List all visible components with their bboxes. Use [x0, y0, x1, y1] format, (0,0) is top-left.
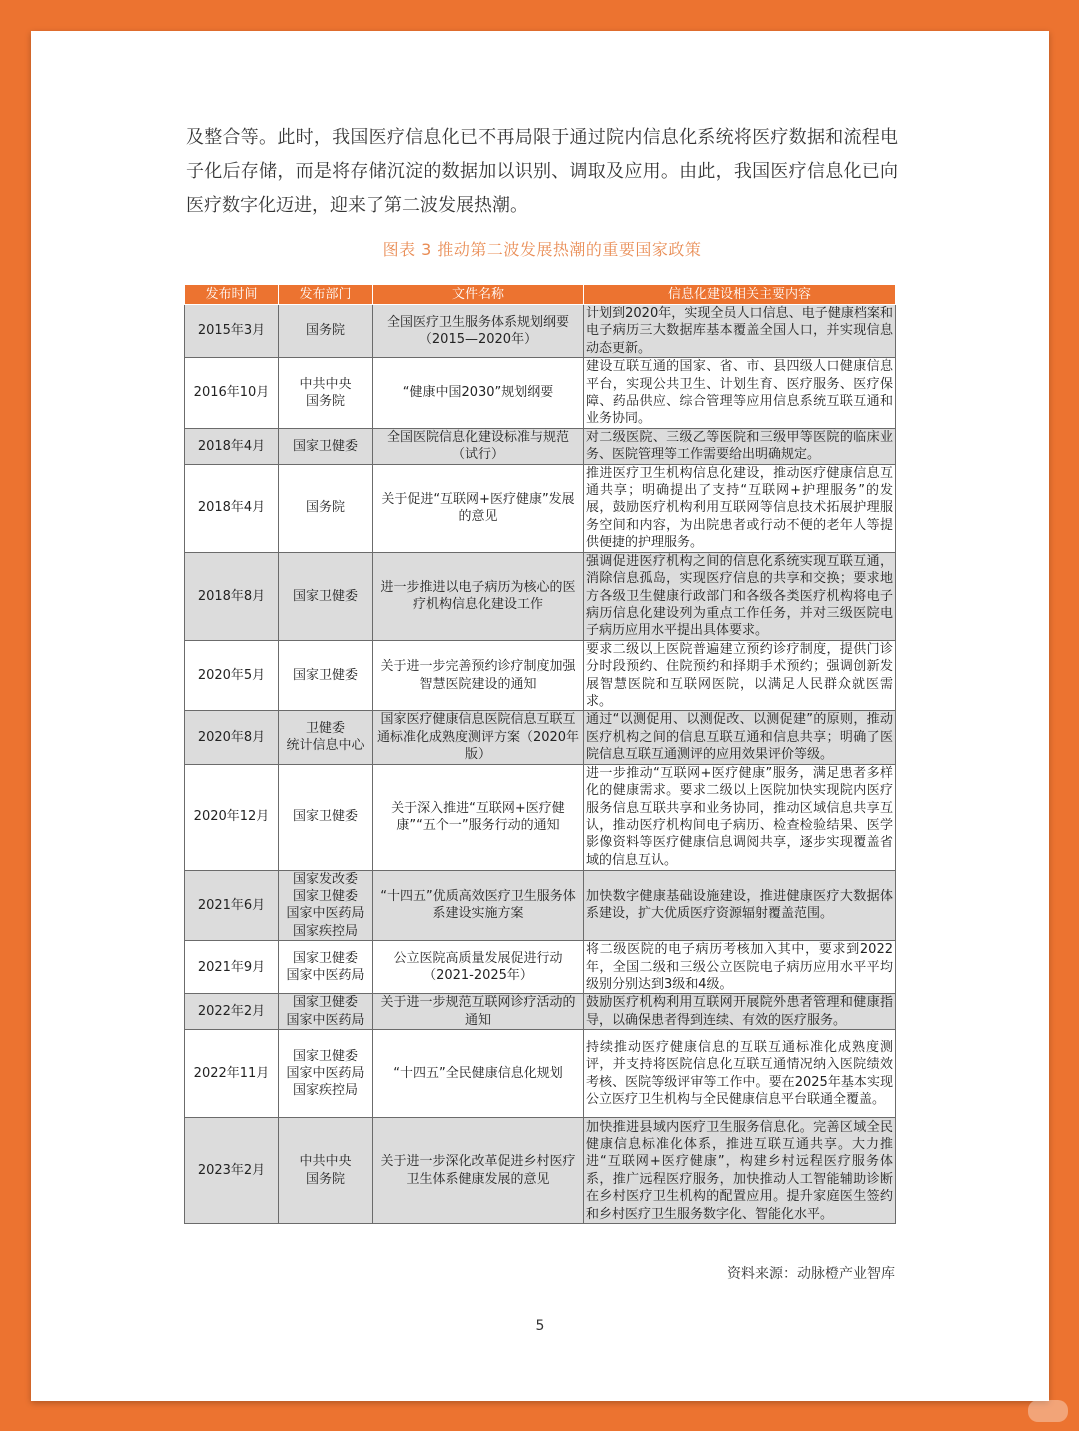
- cell-dept: 国家卫健委 国家中医药局: [279, 994, 373, 1030]
- table-row: [185, 1118, 896, 1224]
- header-dept: 发布部门: [279, 285, 373, 305]
- cell-doc: 进一步推进以电子病历为核心的医疗机构信息化建设工作: [373, 552, 584, 640]
- cell-dept: 卫健委 统计信息中心: [279, 711, 373, 764]
- cell-content: 加快推进县域内医疗卫生服务信息化。完善区域全民健康信息标准化体系，推进互联互通共享。大力推进“互联网+医疗健康”，构建乡村远程医疗服务体系，推广远程医疗服务，加快推动人工智能辅助诊断在乡村医疗卫生机构的配置应用。提升家庭医生签约和乡村医疗卫生服务数字化、智能化水平。: [584, 1118, 896, 1224]
- table-row: [185, 870, 896, 941]
- cell-dept: 国务院: [279, 464, 373, 552]
- policy-table-body: [185, 305, 896, 1224]
- cell-content: 建设互联互通的国家、省、市、县四级人口健康信息平台，实现公共卫生、计划生育、医疗服务、医疗保障、药品供应、综合管理等应用信息系统互联互通和业务协同。: [584, 358, 896, 429]
- cell-date: 2022年11月: [185, 1030, 279, 1118]
- source-note: 资料来源：动脉橙产业智库: [727, 1266, 895, 1282]
- cell-content: 加快数字健康基础设施建设，推进健康医疗大数据体系建设，扩大优质医疗资源辐射覆盖范围。: [584, 870, 896, 941]
- page-number: 5: [535, 1318, 545, 1334]
- cell-doc: 公立医院高质量发展促进行动（2021-2025年）: [373, 941, 584, 994]
- cell-doc: “十四五”全民健康信息化规划: [373, 1030, 584, 1118]
- cell-date: 2018年4月: [185, 428, 279, 464]
- cell-date: 2020年8月: [185, 711, 279, 764]
- cell-date: 2015年3月: [185, 305, 279, 358]
- cell-dept: 中共中央 国务院: [279, 1118, 373, 1224]
- cell-content: 鼓励医疗机构利用互联网开展院外患者管理和健康指导，以确保患者得到连续、有效的医疗服务。: [584, 994, 896, 1030]
- cell-content: 计划到2020年，实现全员人口信息、电子健康档案和电子病历三大数据库基本覆盖全国人口，并实现信息动态更新。: [584, 305, 896, 358]
- table-row: [185, 358, 896, 429]
- cell-content: 要求二级以上医院普遍建立预约诊疗制度，提供门诊分时段预约、住院预约和择期手术预约；强调创新发展智慧医院和互联网医院，以满足人民群众就医需求。: [584, 640, 896, 711]
- table-row: [185, 305, 896, 358]
- cell-content: 持续推动医疗健康信息的互联互通标准化成熟度测评，并支持将医院信息化互联互通情况纳入医院绩效考核、医院等级评审等工作中。要在2025年基本实现公立医疗卫生机构与全民健康信息平台联通全覆盖。: [584, 1030, 896, 1118]
- cell-dept: 国家卫健委: [279, 764, 373, 870]
- intro-paragraph: 及整合等。此时，我国医疗信息化已不再局限于通过院内信息化系统将医疗数据和流程电子化后存储，而是将存储沉淀的数据加以识别、调取及应用。由此，我国医疗信息化已向医疗数字化迈进，迎来了第二波发展热潮。: [186, 127, 898, 216]
- cell-content: 推进医疗卫生机构信息化建设，推动医疗健康信息互通共享；明确提出了支持“互联网+护理服务”的发展，鼓励医疗机构利用互联网等信息技术拓展护理服务空间和内容，为出院患者或行动不便的老年人等提供便捷的护理服务。: [584, 464, 896, 552]
- cell-doc: 全国医疗卫生服务体系规划纲要（2015—2020年）: [373, 305, 584, 358]
- cell-dept: 国家发改委 国家卫健委 国家中医药局 国家疾控局: [279, 870, 373, 941]
- cell-doc: 关于进一步完善预约诊疗制度加强智慧医院建设的通知: [373, 640, 584, 711]
- cell-dept: 国务院: [279, 305, 373, 358]
- cell-content: 将二级医院的电子病历考核加入其中，要求到2022年，全国二级和三级公立医院电子病历应用水平平均级别分别达到3级和4级。: [584, 941, 896, 994]
- watermark-logo: [1028, 1400, 1068, 1422]
- cell-date: 2020年5月: [185, 640, 279, 711]
- table-row: [185, 994, 896, 1030]
- cell-doc: 关于深入推进“互联网+医疗健康”“五个一”服务行动的通知: [373, 764, 584, 870]
- document-page: [31, 31, 1049, 1401]
- cell-date: 2021年9月: [185, 941, 279, 994]
- table-row: [185, 764, 896, 870]
- cell-dept: 国家卫健委: [279, 552, 373, 640]
- cell-dept: 国家卫健委: [279, 428, 373, 464]
- cell-content: 通过“以测促用、以测促改、以测促建”的原则，推动医疗机构之间的信息互联互通和信息共享；明确了医院信息互联互通测评的应用效果评价等级。: [584, 711, 896, 764]
- cell-doc: 关于进一步深化改革促进乡村医疗卫生体系健康发展的意见: [373, 1118, 584, 1224]
- table-header-row: [185, 285, 896, 305]
- cell-content: 强调促进医疗机构之间的信息化系统实现互联互通，消除信息孤岛，实现医疗信息的共享和交换；要求地方各级卫生健康行政部门和各级各类医疗机构将电子病历信息化建设列为重点工作任务，并对三级医院电子病历应用水平提出具体要求。: [584, 552, 896, 640]
- cell-content: 进一步推动“互联网+医疗健康”服务，满足患者多样化的健康需求。要求二级以上医院加快实现院内医疗服务信息互联共享和业务协同，推动区域信息共享互认，推动医疗机构间电子病历、检查检验结果、医学影像资料等医疗健康信息调阅共享，逐步实现覆盖省域的信息互认。: [584, 764, 896, 870]
- cell-doc: 关于促进“互联网+医疗健康”发展的意见: [373, 464, 584, 552]
- cell-date: 2022年2月: [185, 994, 279, 1030]
- cell-date: 2020年12月: [185, 764, 279, 870]
- table-row: [185, 552, 896, 640]
- cell-doc: 全国医院信息化建设标准与规范（试行）: [373, 428, 584, 464]
- cell-doc: “十四五”优质高效医疗卫生服务体系建设实施方案: [373, 870, 584, 941]
- cell-date: 2023年2月: [185, 1118, 279, 1224]
- cell-date: 2018年8月: [185, 552, 279, 640]
- header-date: 发布时间: [185, 285, 279, 305]
- cell-content: 对二级医院、三级乙等医院和三级甲等医院的临床业务、医院管理等工作需要给出明确规定。: [584, 428, 896, 464]
- header-doc: 文件名称: [373, 285, 584, 305]
- cell-date: 2016年10月: [185, 358, 279, 429]
- table-row: [185, 1030, 896, 1118]
- cell-doc: 关于进一步规范互联网诊疗活动的通知: [373, 994, 584, 1030]
- table-row: [185, 941, 896, 994]
- table-row: [185, 464, 896, 552]
- table-row: [185, 428, 896, 464]
- cell-date: 2021年6月: [185, 870, 279, 941]
- table-caption: 图表 3 推动第二波发展热潮的重要国家政策: [382, 240, 702, 259]
- cell-dept: 国家卫健委 国家中医药局 国家疾控局: [279, 1030, 373, 1118]
- table-row: [185, 640, 896, 711]
- policy-table: [184, 284, 896, 1224]
- cell-dept: 国家卫健委: [279, 640, 373, 711]
- table-row: [185, 711, 896, 764]
- header-content: 信息化建设相关主要内容: [584, 285, 896, 305]
- cell-doc: 国家医疗健康信息医院信息互联互通标准化成熟度测评方案（2020年版）: [373, 711, 584, 764]
- cell-dept: 中共中央 国务院: [279, 358, 373, 429]
- cell-date: 2018年4月: [185, 464, 279, 552]
- cell-doc: “健康中国2030”规划纲要: [373, 358, 584, 429]
- cell-dept: 国家卫健委 国家中医药局: [279, 941, 373, 994]
